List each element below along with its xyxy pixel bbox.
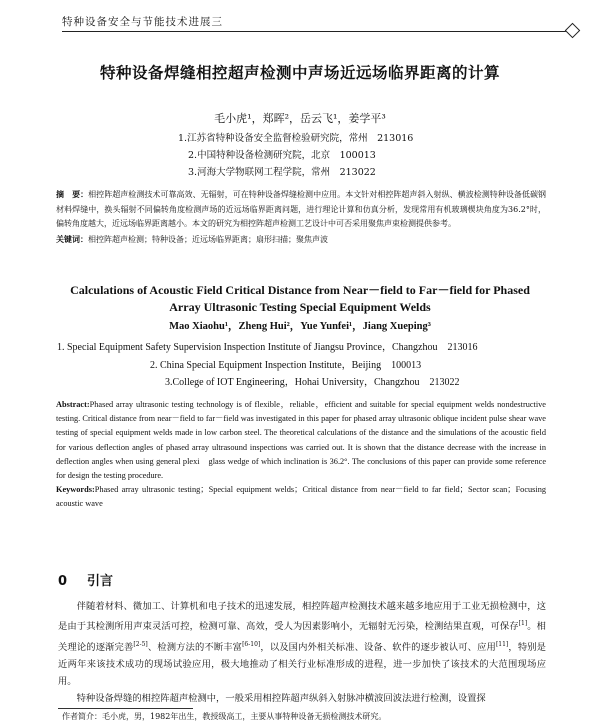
affiliation-en-2: 2. China Special Equipment Inspection Institute，Beijing 100013 bbox=[150, 360, 422, 371]
affiliation-en-3: 3.College of IOT Engineering，Hohai University，Changzhou 213022 bbox=[165, 377, 460, 388]
citation-2: [2-5] bbox=[133, 640, 148, 648]
section-number: 0 bbox=[58, 574, 68, 589]
affiliation-cn-1: 1.江苏省特种设备安全监督检验研究院，常州 213016 bbox=[178, 133, 414, 144]
intro-p1-part-c: 、检测方法的不断丰富 bbox=[147, 641, 243, 653]
header-rule bbox=[62, 31, 570, 32]
footnote-rule bbox=[58, 708, 193, 709]
affiliation-cn-2: 2.中国特种设备检测研究院，北京 100013 bbox=[188, 150, 376, 161]
author-footnote: 作者简介：毛小虎，男，1982年出生，教授级高工，主要从事特种设备无损检测技术研究。 bbox=[62, 712, 387, 721]
intro-p1-part-e: ，特别是近两年来该技术成功的现场试验应用，极大地推动了相关行业标准形成的进程，进一步加快了该技术的大范围现场应用。 bbox=[58, 641, 546, 687]
keywords-cn-label: 关键词： bbox=[56, 233, 88, 244]
authors-en: Mao Xiaohu¹，Zheng Hui²，Yue Yunfei¹，Jiang Xueping³ bbox=[169, 321, 431, 332]
paper-title-cn: 特种设备焊缝相控超声检测中声场近远场临界距离的计算 bbox=[99, 64, 500, 82]
abstract-cn bbox=[56, 187, 546, 247]
abstract-en-text: Phased array ultrasonic testing technology is of flexible，reliable，efficient and suitable for special equipment welds nondestructive testing. Critical distance from near－field to far－field was investigated in this paper for phased array ultrasonic oblique incident pulse shear wave testing of special equipment welds made in low carbon steel. The theoretical calculations of the distance and the simulations of the acoustic field for various deflection angles of phased array ultrasound inspections was carried out. It is shown that the distance decrease with the increase in deflection angles when using general plexi glass wedge of which inclination is 36.2°. The conclusions of this paper can provide some reference for design the testing procedure. bbox=[56, 400, 546, 481]
intro-body bbox=[58, 598, 546, 707]
keywords-en-text: Phased array ultrasonic testing；Special equipment welds；Critical distance from near－field to far field；Sector scan；Focusing acoustic wave bbox=[56, 485, 546, 509]
citation-4: [11] bbox=[495, 640, 509, 648]
section-title: 引言 bbox=[87, 574, 114, 589]
intro-p1-part-d: ，以及国内外相关标准、设备、软件的逐步被认可、应用 bbox=[260, 641, 496, 653]
header-diamond-ornament bbox=[565, 23, 581, 39]
intro-p1-part-b: 。相关理论的逐渐完善 bbox=[58, 621, 546, 653]
intro-paragraph-1 bbox=[58, 598, 546, 690]
paper-title-en-line-2: Array Ultrasonic Testing Special Equipment Welds bbox=[169, 300, 431, 314]
affiliation-cn-3: 3.河海大学物联网工程学院，常州 213022 bbox=[188, 167, 376, 178]
keywords-en-label: Keywords: bbox=[56, 485, 95, 495]
running-header: 特种设备安全与节能技术进展三 bbox=[62, 16, 223, 28]
citation-3: [6-10] bbox=[242, 640, 261, 648]
affiliation-en-1: 1. Special Equipment Safety Supervision Inspection Institute of Jiangsu Province，Changzhou 213016 bbox=[57, 342, 478, 353]
keywords-cn-text: 相控阵超声检测；特种设备；近远场临界距离；扇形扫描；聚焦声波 bbox=[88, 234, 328, 244]
paper-title-en bbox=[0, 282, 600, 316]
paper-title-en-line-1: Calculations of Acoustic Field Critical Distance from Near－field to Far－field for Phased bbox=[70, 283, 530, 297]
intro-p1-part-a: 伴随着材料、微加工、计算机和电子技术的迅速发展，相控阵超声检测技术越来越多地应用于工业无损检测中，这是由于其检测所用声束灵活可控，检测可靠、高效，受人为因素影响小，无辐射无污染，检测结果直观，可保存 bbox=[58, 601, 546, 633]
authors-cn: 毛小虎¹，郑晖²，岳云飞¹，姜学平³ bbox=[214, 112, 386, 125]
abstract-en bbox=[56, 398, 546, 512]
abstract-cn-label: 摘 要： bbox=[56, 189, 89, 199]
section-heading-intro bbox=[58, 570, 113, 589]
citation-1: [1] bbox=[518, 620, 528, 628]
abstract-cn-text: 相控阵超声检测技术可靠高效、无辐射，可在特种设备焊缝检测中应用。本文针对相控阵超声斜入射纵、横波检测特种设备低碳钢材料焊缝中，换头辐射不同偏转角度检测声场的近远场临界距离问题，进行理论计算和仿真分析，发现常用有机玻璃楔块角度为36.2°时，偏转角度越大，近远场临界距离越小。本文的研究为相控阵超声检测工艺设计中可否采用聚焦声束检测提供参考。 bbox=[56, 190, 547, 228]
abstract-en-label: Abstract: bbox=[56, 400, 90, 409]
intro-paragraph-2: 特种设备焊缝的相控阵超声检测中，一般采用相控阵超声纵斜入射脉冲横波回波法进行检测，设置探 bbox=[76, 693, 486, 705]
